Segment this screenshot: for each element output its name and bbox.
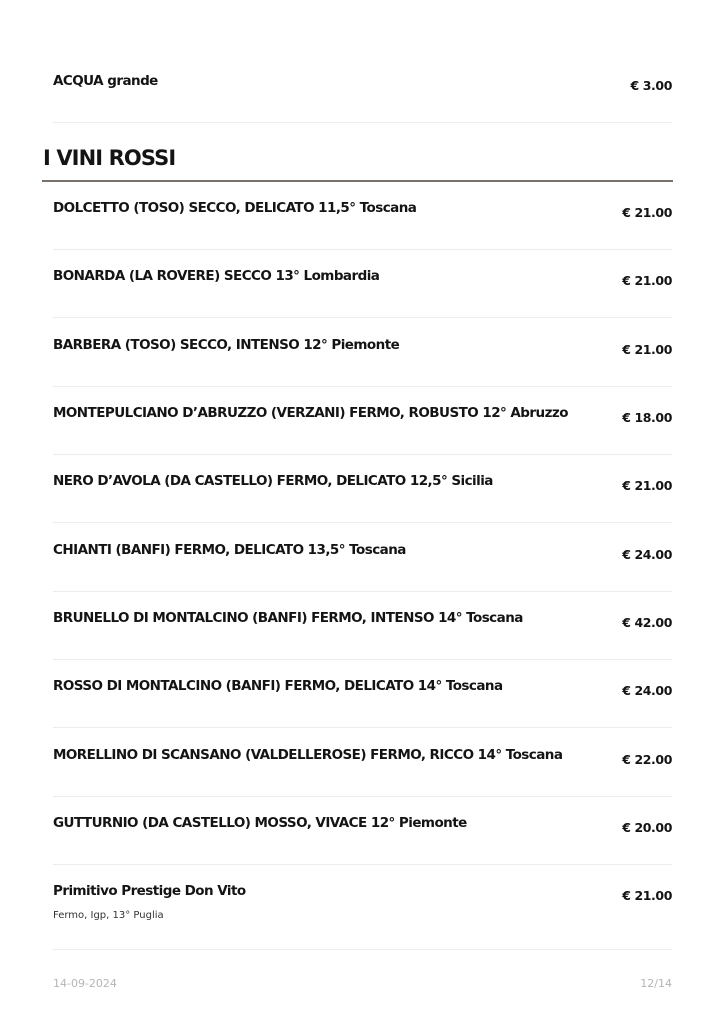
menu-item-name: ACQUA grande [53,73,158,89]
wine-price: € 21.00 [622,205,672,220]
wine-name: MORELLINO DI SCANSANO (VALDELLEROSE) FERMO, RICCO 14° Toscana [53,747,563,763]
wine-name: BRUNELLO DI MONTALCINO (BANFI) FERMO, INTENSO 14° Toscana [53,610,523,626]
wine-name: GUTTURNIO (DA CASTELLO) MOSSO, VIVACE 12° Piemonte [53,815,467,831]
footer-date: 14-09-2024 [53,977,117,990]
wine-item [53,268,672,318]
wine-item [53,610,672,660]
wine-price: € 22.00 [622,752,672,767]
wine-price: € 24.00 [622,547,672,562]
wine-name: BONARDA (LA ROVERE) SECCO 13° Lombardia [53,268,380,284]
section-title: I VINI ROSSI [43,146,176,170]
wine-item [53,200,672,250]
menu-item-acqua [53,73,672,123]
wine-name: DOLCETTO (TOSO) SECCO, DELICATO 11,5° Toscana [53,200,417,216]
wine-name: NERO D’AVOLA (DA CASTELLO) FERMO, DELICATO 12,5° Sicilia [53,473,493,489]
wine-name: MONTEPULCIANO D’ABRUZZO (VERZANI) FERMO, ROBUSTO 12° Abruzzo [53,405,568,421]
footer-page-number: 12/14 [640,977,672,990]
wine-item [53,815,672,865]
wine-name: Primitivo Prestige Don Vito [53,883,246,899]
wine-item [53,542,672,592]
wine-item [53,405,672,455]
wine-price: € 21.00 [622,273,672,288]
wine-item [53,678,672,728]
wine-price: € 42.00 [622,615,672,630]
wine-price: € 18.00 [622,410,672,425]
wine-name: ROSSO DI MONTALCINO (BANFI) FERMO, DELICATO 14° Toscana [53,678,503,694]
wine-item [53,337,672,387]
wine-item [53,883,672,950]
wine-price: € 21.00 [622,888,672,903]
wine-name: CHIANTI (BANFI) FERMO, DELICATO 13,5° Toscana [53,542,406,558]
section-divider [42,180,673,182]
wine-price: € 24.00 [622,683,672,698]
wine-description: Fermo, Igp, 13° Puglia [53,910,164,921]
wine-name: BARBERA (TOSO) SECCO, INTENSO 12° Piemonte [53,337,400,353]
menu-item-price: € 3.00 [630,78,672,93]
wine-item [53,473,672,523]
wine-item [53,747,672,797]
wine-price: € 21.00 [622,342,672,357]
wine-price: € 20.00 [622,820,672,835]
wine-price: € 21.00 [622,478,672,493]
